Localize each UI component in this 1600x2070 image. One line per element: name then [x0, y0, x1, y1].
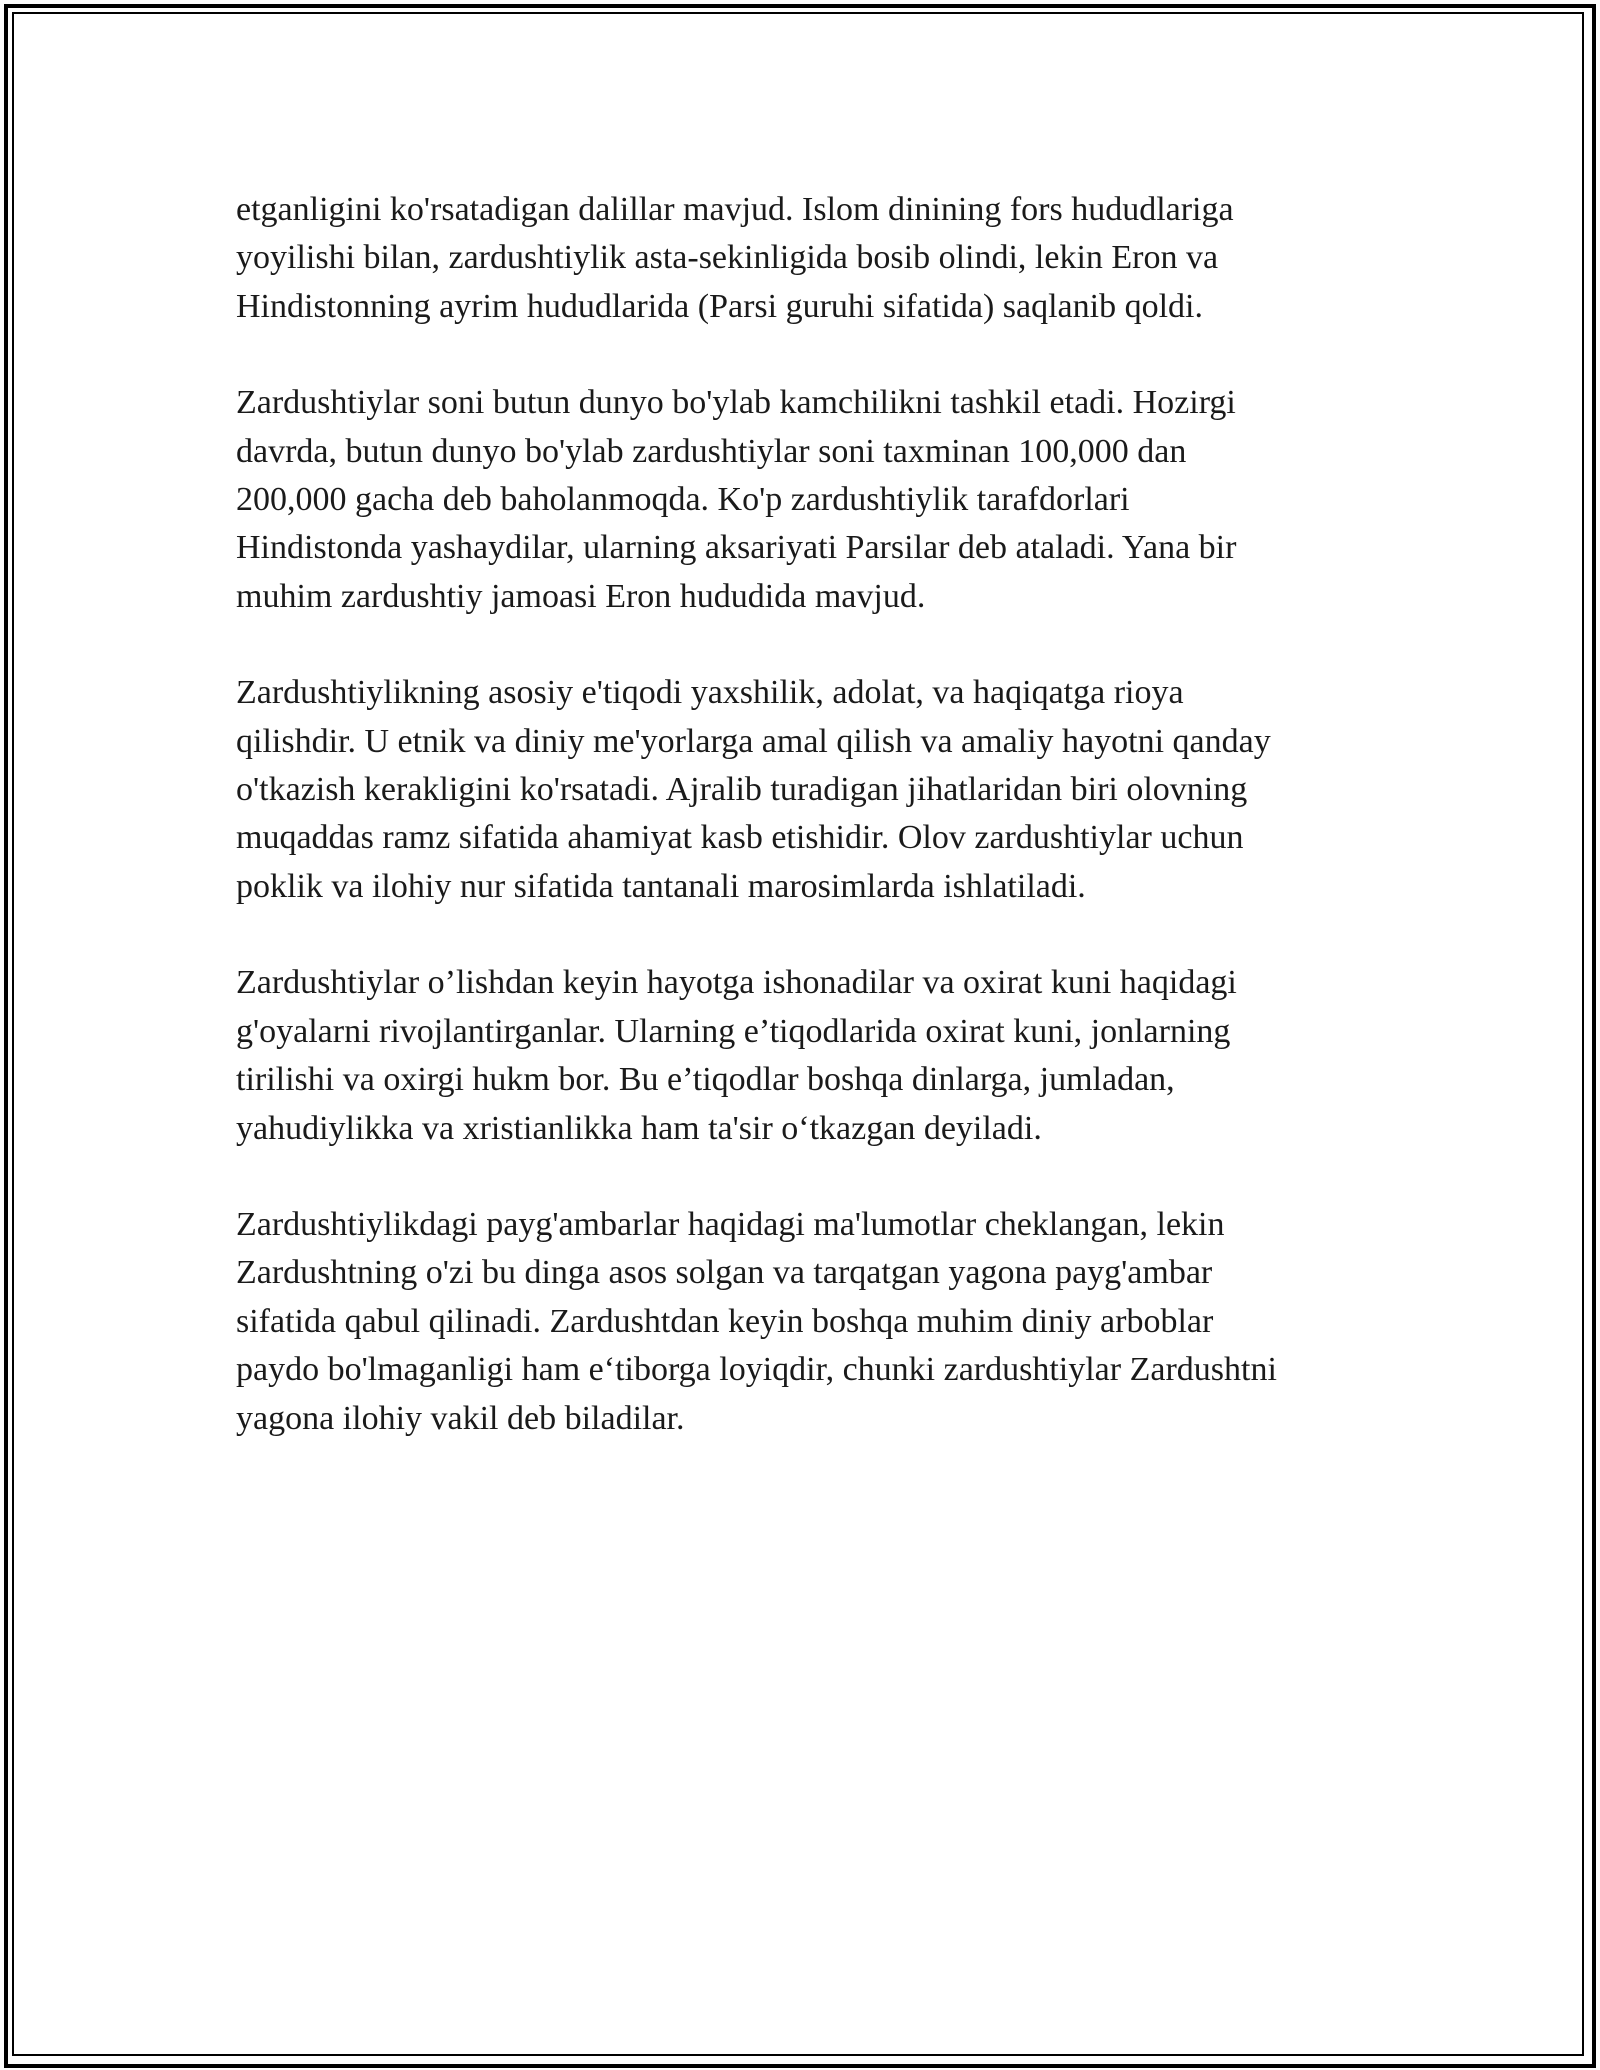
paragraph-4: Zardushtiylar o’lishdan keyin hayotga ishonadilar va oxirat kuni haqidagi g'oyalarni rivojlantirganlar. Ularning e’tiqodlarida oxirat kuni, jonlarning tirilishi va oxirgi hukm bor. Bu e’tiqodlar boshqa dinlarga, jumladan, yahudiylikka va xristianlikka ham ta'sir o‘tkazgan deyiladi.: [236, 964, 1237, 1147]
paragraph-3: Zardushtiylikning asosiy e'tiqodi yaxshilik, adolat, va haqiqatga rioya qilishdir. U etnik va diniy me'yorlarga amal qilish va amaliy hayotni qanday o'tkazish kerakligini ko'rsatadi. Ajralib turadigan jihatlaridan biri olovning muqaddas ramz sifatida ahamiyat kasb etishidir. Olov zardushtiylar uchun poklik va ilohiy nur sifatida tantanali marosimlarda ishlatiladi.: [236, 674, 1271, 905]
paragraph-1: etganligini ko'rsatadigan dalillar mavjud. Islom dinining fors hududlariga yoyilishi bilan, zardushtiylik asta-sekinligida bosib olindi, lekin Eron va Hindistonning ayrim hududlarida (Parsi guruhi sifatida) saqlanib qoldi.: [236, 191, 1234, 325]
paragraph-5: Zardushtiylikdagi payg'ambarlar haqidagi ma'lumotlar cheklangan, lekin Zardushtning o'zi bu dinga asos solgan va tarqatgan yagona payg'ambar sifatida qabul qilinadi. Zardushtdan keyin boshqa muhim diniy arboblar paydo bo'lmaganligi ham e‘tiborga loyiqdir, chunki zardushtiylar Zardushtni yagona ilohiy vakil deb biladilar.: [236, 1205, 1277, 1437]
document-body: [236, 186, 1376, 1491]
paragraph-2: Zardushtiylar soni butun dunyo bo'ylab kamchilikni tashkil etadi. Hozirgi davrda, butun dunyo bo'ylab zardushtiylar soni taxminan 100,000 dan 200,000 gacha deb baholanmoqda. Ko'p zardushtiylik tarafdorlari Hindistonda yashaydilar, ularning aksariyati Parsilar deb ataladi. Yana bir muhim zardushtiy jamoasi Eron hududida mavjud.: [236, 384, 1237, 615]
